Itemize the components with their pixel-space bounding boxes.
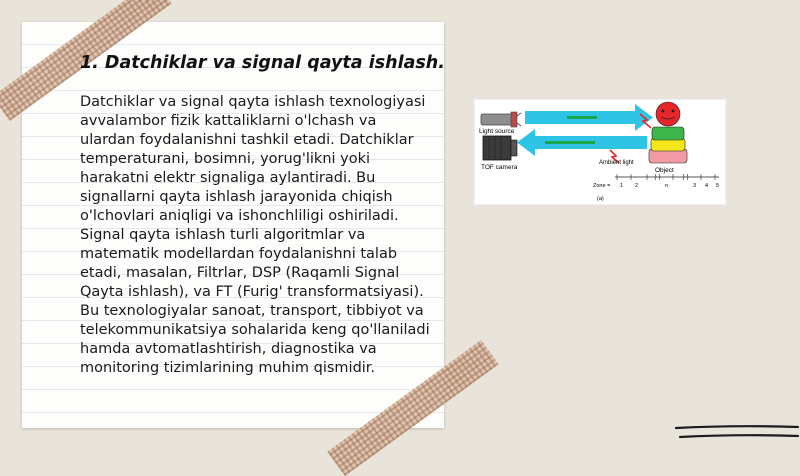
zone-tick: 1	[620, 183, 624, 189]
zone-axis	[615, 174, 719, 180]
light-source-label: Light source	[479, 128, 515, 135]
zone-tick: 2	[635, 183, 639, 189]
tof-camera-label: TOF camera	[481, 164, 518, 171]
zone-tick: 5	[716, 183, 720, 189]
emitted-light-arrow	[525, 104, 653, 131]
tof-diagram	[475, 100, 725, 204]
tof-camera-figure	[474, 99, 726, 205]
tof-camera-icon	[483, 136, 517, 160]
reflected-light-arrow	[517, 129, 647, 156]
ambient-light-label: Ambient light	[599, 160, 634, 166]
stacked-object	[649, 102, 687, 163]
zone-tick: 4	[705, 183, 709, 189]
zone-tick: 3	[693, 183, 697, 189]
zone-axis-label: Zone =	[593, 183, 611, 189]
panel-label: (a)	[597, 196, 604, 202]
light-source-icon	[481, 112, 521, 127]
slide-title: 1. Datchiklar va signal qayta ishlash.	[80, 53, 445, 73]
decorative-lines	[674, 418, 800, 448]
body-paragraph: Datchiklar va signal qayta ishlash texnologiyasi avvalambor fizik kattaliklarni o'lchash va ulardan foydalanishni tashkil etadi. Datchiklar temperaturani, bosimni, yorug'likni yoki harakatni elektr signaliga aylantiradi. Bu signallarni qayta ishlash jarayonida chiqish o'lchovlari aniqligi va ishonchliligi oshiriladi. Signal qayta ishlash turli algoritmlar va matematik modellardan foydalanishni talab etadi, masalan, Filtrlar, DSP (Raqamli Signal Qayta ishlash), va FT (Furig' transformatsiyasi). Bu texnologiyalar sanoat, transport, tibbiyot va telekommunikatsiya sohalarida keng qo'llaniladi hamda avtomatlashtirish, diagnostika va monitoring tizimlarining muhim qismidir.	[80, 94, 430, 376]
object-label: Object	[655, 167, 674, 174]
zone-tick: n	[665, 183, 669, 189]
